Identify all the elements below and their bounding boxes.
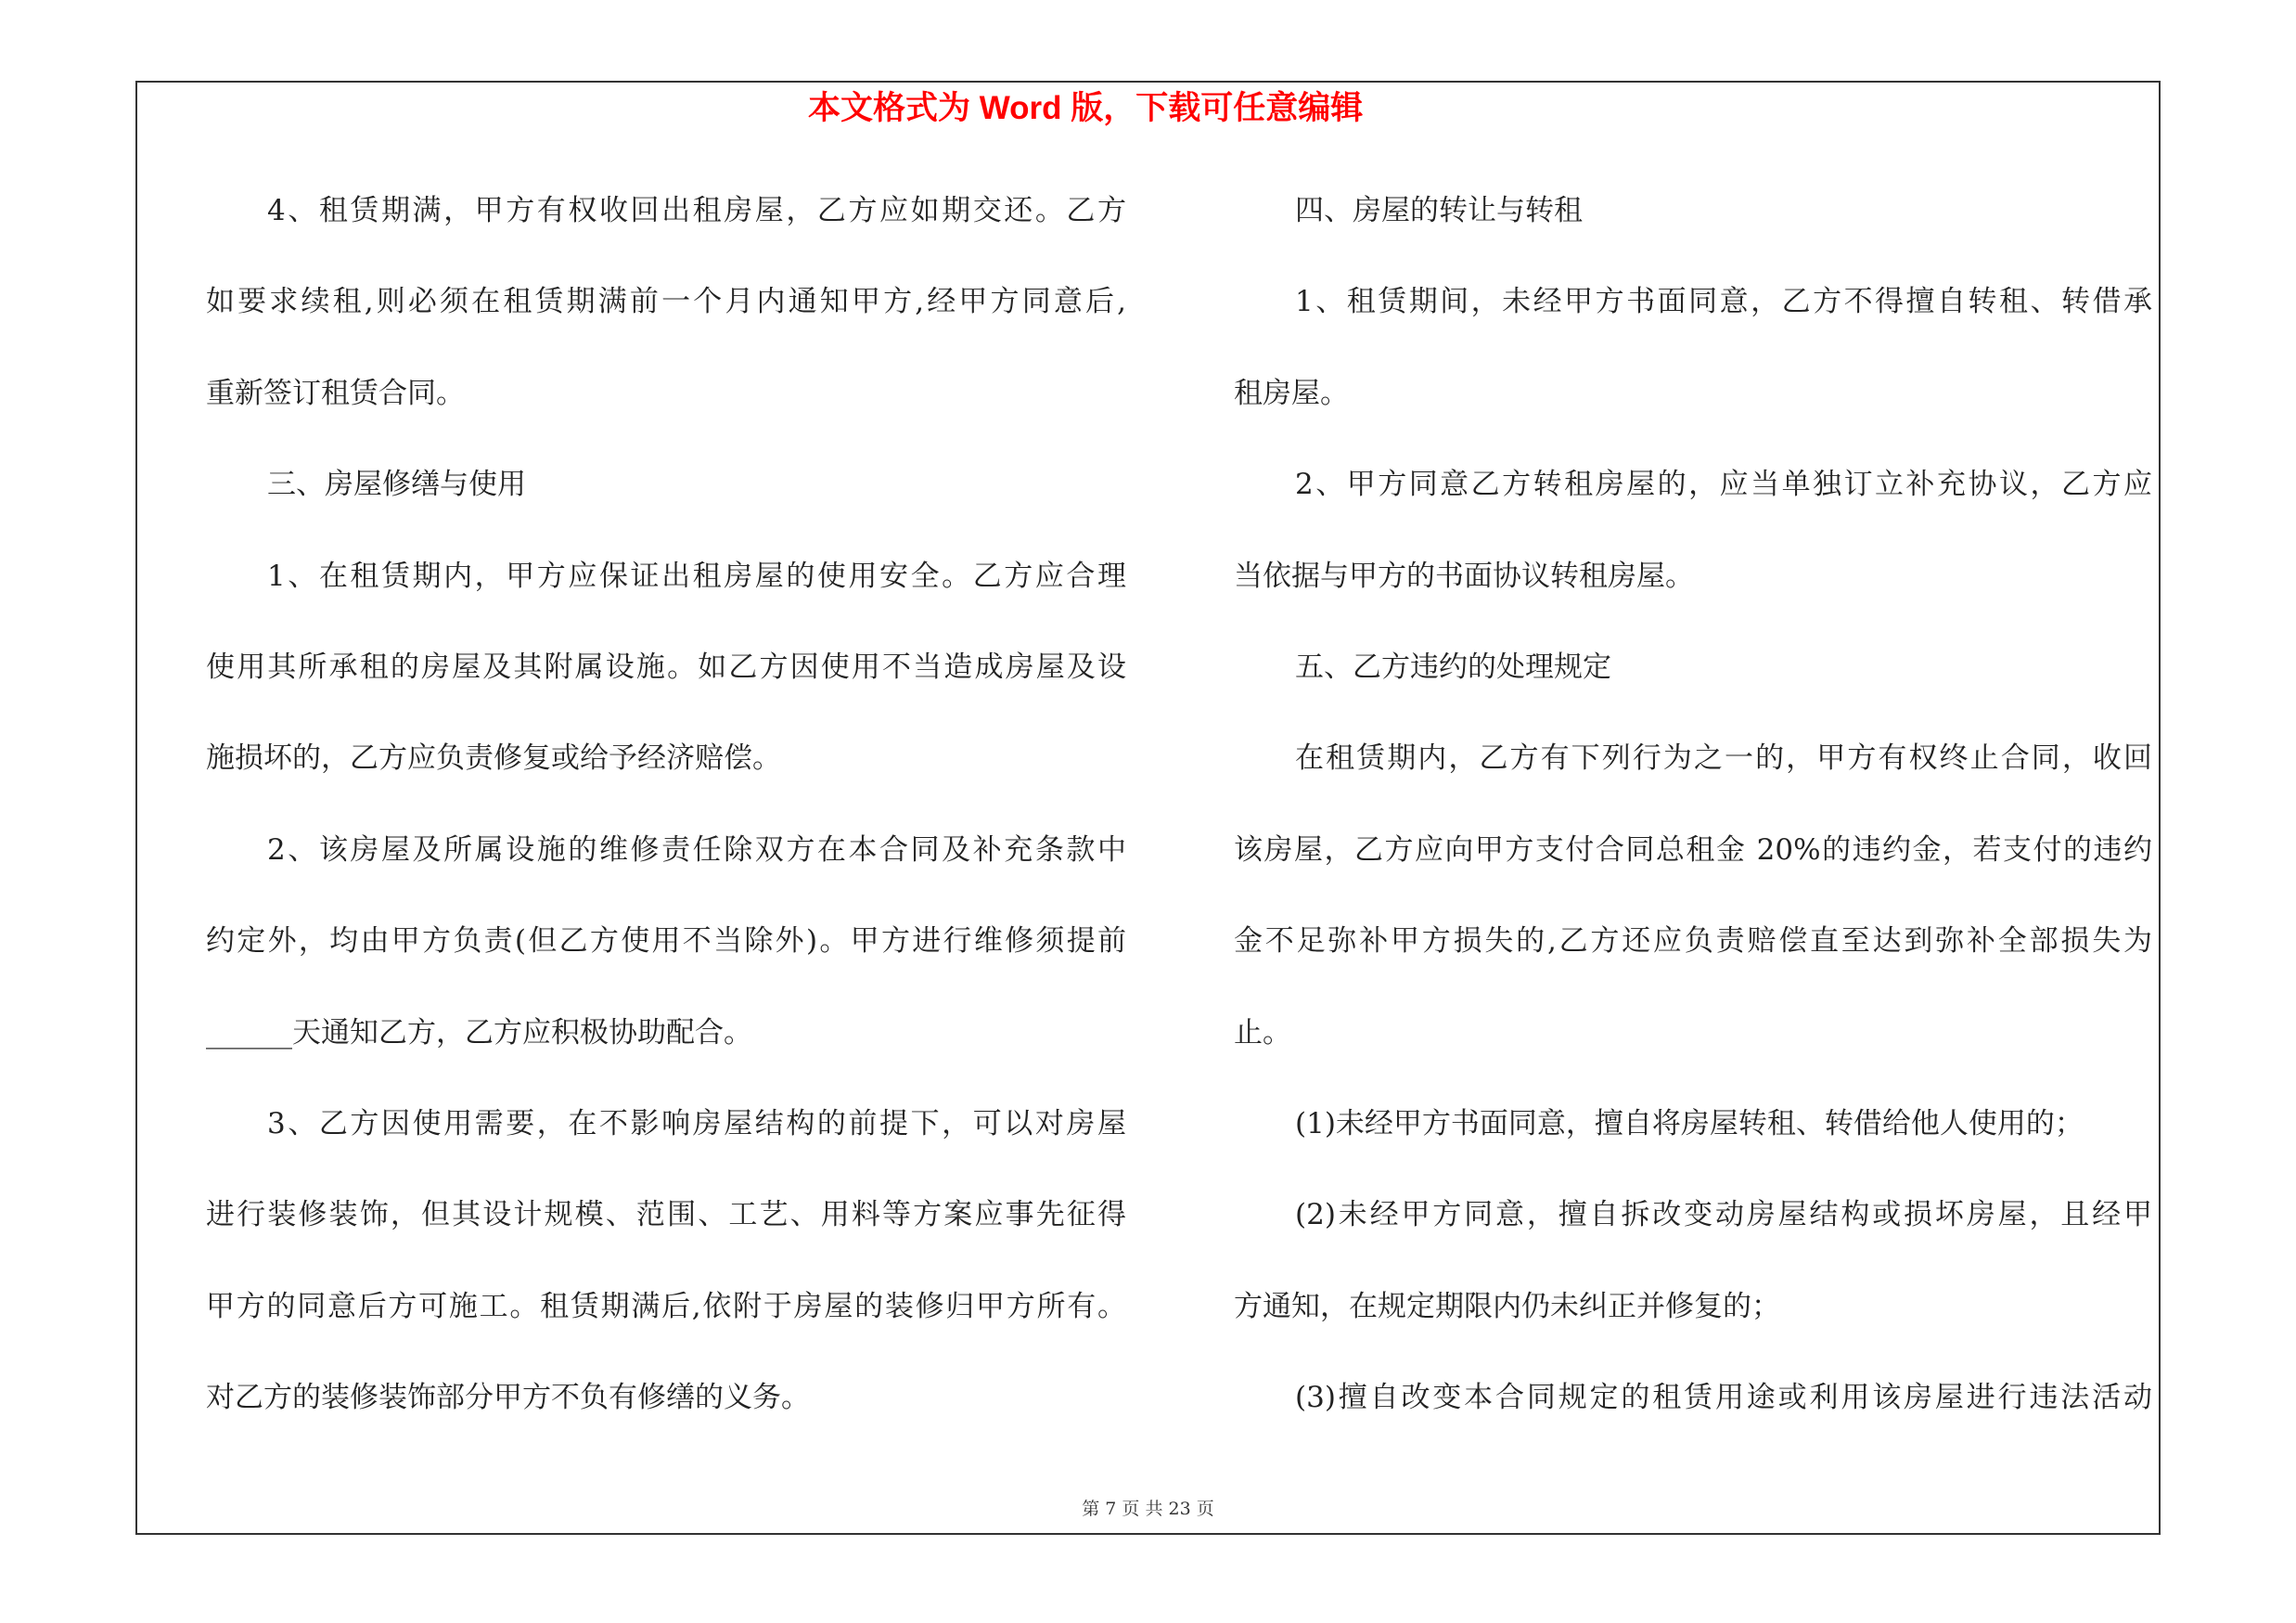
text-line: 甲方的同意后方可施工。租赁期满后,依附于房屋的装修归甲方所有。 [206, 1289, 1126, 1323]
right-column [1234, 165, 2152, 1443]
text-line: 重新签订租赁合同。 [206, 376, 465, 410]
breach-item-1 [1234, 1078, 2152, 1169]
section-heading-repair-and-use [206, 439, 1126, 530]
text-line: 2、该房屋及所属设施的维修责任除双方在本合同及补充条款中 [267, 832, 1126, 867]
text-line: ______天通知乙方，乙方应积极协助配合。 [206, 1015, 752, 1050]
text-line: (2)未经甲方同意，擅自拆改变动房屋结构或损坏房屋，且经甲 [1295, 1198, 2152, 1232]
clause-termination-paragraph [1234, 713, 2152, 1078]
clause-maintenance-paragraph [206, 805, 1126, 1078]
text-line: 在租赁期内，乙方有下列行为之一的，甲方有权终止合同，收回 [1295, 741, 2152, 776]
text-line: 金不足弥补甲方损失的,乙方还应负责赔偿直至达到弥补全部损失为 [1234, 924, 2152, 959]
text-line: 1、在租赁期内，甲方应保证出租房屋的使用安全。乙方应合理 [267, 559, 1126, 593]
breach-item-2 [1234, 1169, 2152, 1352]
section-heading-text: 三、房屋修缮与使用 [267, 468, 526, 502]
format-notice-banner: 本文格式为 Word 版，下载可任意编辑 [808, 90, 1364, 126]
text-line: 1、租赁期间，未经甲方书面同意，乙方不得擅自转租、转借承 [1295, 285, 2152, 319]
clause-no-sublease-paragraph [1234, 256, 2152, 439]
text-line: (3)擅自改变本合同规定的租赁用途或利用该房屋进行违法活动 [1295, 1381, 2152, 1415]
text-line: 使用其所承租的房屋及其附属设施。如乙方因使用不当造成房屋及设 [206, 650, 1126, 684]
breach-item-3 [1234, 1352, 2152, 1443]
section-heading-transfer-and-sublease [1234, 165, 2152, 256]
text-line: 如要求续租,则必须在租赁期满前一个月内通知甲方,经甲方同意后, [206, 285, 1126, 319]
text-line: 3、乙方因使用需要，在不影响房屋结构的前提下，可以对房屋 [267, 1106, 1126, 1140]
section-heading-breach [1234, 622, 2152, 713]
text-line: 2、甲方同意乙方转租房屋的，应当单独订立补充协议，乙方应 [1295, 468, 2152, 502]
clause-renovation-paragraph [206, 1078, 1126, 1444]
text-line: 施损坏的，乙方应负责修复或给予经济赔偿。 [206, 741, 781, 776]
text-line: 租房屋。 [1234, 376, 1349, 410]
clause-renewal-paragraph [206, 165, 1126, 439]
text-line: 4、租赁期满，甲方有权收回出租房屋，乙方应如期交还。乙方 [267, 194, 1126, 227]
text-line: 对乙方的装修装饰部分甲方不负有修缮的义务。 [206, 1381, 810, 1415]
text-line: 止。 [1234, 1015, 1291, 1050]
section-heading-text: 四、房屋的转让与转租 [1295, 194, 1583, 227]
text-line: 方通知，在规定期限内仍未纠正并修复的； [1234, 1289, 1780, 1323]
text-line: 当依据与甲方的书面协议转租房屋。 [1234, 559, 1694, 593]
text-line: 该房屋，乙方应向甲方支付合同总租金 20%的违约金，若支付的违约 [1234, 832, 2152, 867]
page-number: 第 7 页 共 23 页 [1082, 1499, 1214, 1519]
text-line: 进行装修装饰，但其设计规模、范围、工艺、用料等方案应事先征得 [206, 1198, 1126, 1232]
left-column [206, 165, 1126, 1443]
clause-safety-paragraph [206, 531, 1126, 805]
text-line: (1)未经甲方书面同意，擅自将房屋转租、转借给他人使用的； [1295, 1106, 2084, 1140]
clause-sublease-agreement-paragraph [1234, 439, 2152, 622]
section-heading-text: 五、乙方违约的处理规定 [1295, 650, 1611, 684]
text-line: 约定外，均由甲方负责(但乙方使用不当除外)。甲方进行维修须提前 [206, 924, 1126, 959]
